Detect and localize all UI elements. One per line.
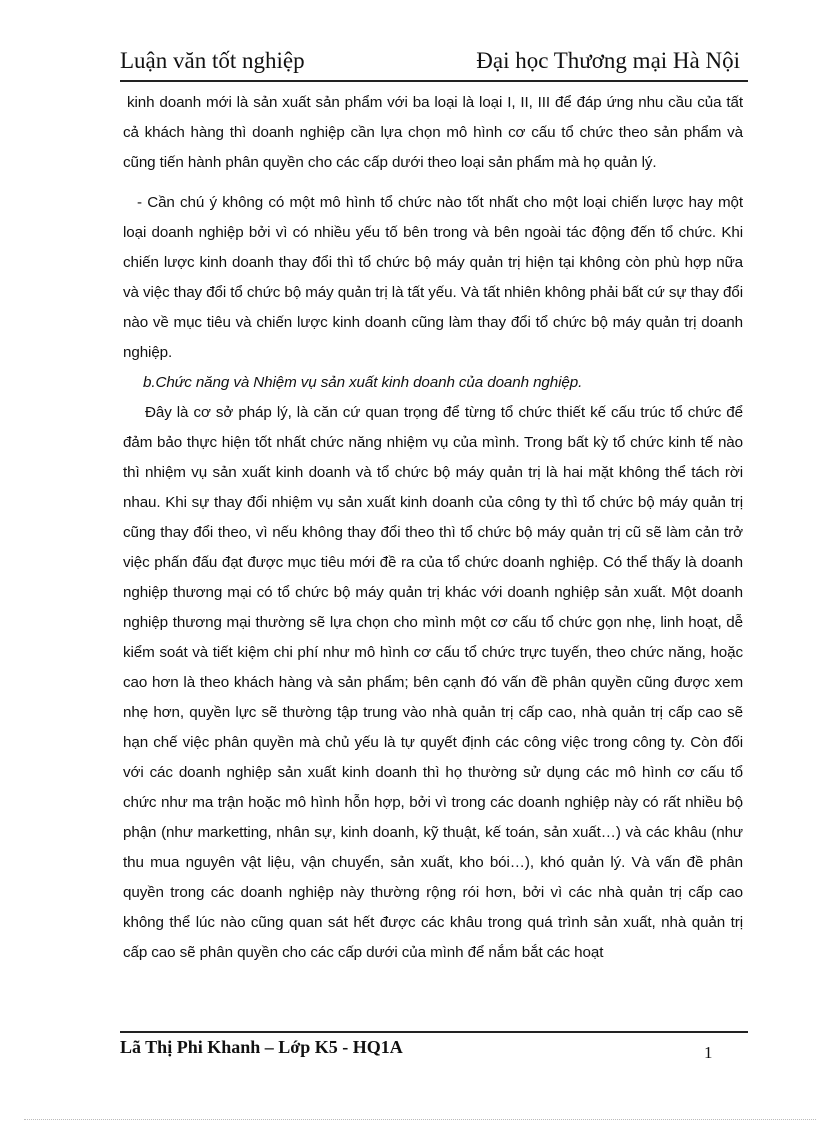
paragraph-note: - Cần chú ý không có một mô hình tổ chức nào tốt nhất cho một loại chiến lược hay một loại doanh nghiệp bởi vì có nhiều yếu tố bên trong và bên ngoài tác động đến tổ chức. Khi chiến lược kinh doanh thay đổi thì tổ chức bộ máy quản trị hiện tại không còn phù hợp nữa và việc thay đổi tổ chức bộ máy quản trị là tất yếu. Và tất nhiên không phải bất cứ sự thay đổi nào về mục tiêu và chiến lược kinh doanh cũng làm thay đổi tổ chức bộ máy quản trị doanh nghiệp. (123, 194, 743, 361)
paragraph-main: Đây là cơ sở pháp lý, là căn cứ quan trọng để từng tổ chức thiết kế cấu trúc tổ chức để đảm bảo thực hiện tốt nhất chức năng nhiệm vụ của mình. Trong bất kỳ tổ chức kinh tế nào thì nhiệm vụ sản xuất kinh doanh và tổ chức bộ máy quản trị là hai mặt không thể tách rời nhau. Khi sự thay đổi nhiệm vụ sản xuất kinh doanh của công ty thì tổ chức bộ máy quản trị cũng thay đổi theo, vì nếu không thay đổi theo thì tổ chức bộ máy quản trị cũ sẽ làm cản trở việc phấn đấu đạt được mục tiêu mới đề ra của tổ chức doanh nghiệp. Có thể thấy là doanh nghiệp thương mại có tổ chức bộ máy quản trị khác với doanh nghiệp sản xuất. Một doanh nghiệp thương mại thường sẽ lựa chọn cho mình một cơ cấu tổ chức gọn nhẹ, linh hoạt, dễ kiểm soát và tiết kiệm chi phí như mô hình cơ cấu tổ chức trực tuyến, theo chức năng, hoặc cao hơn là theo khách hàng và sản phẩm; bên cạnh đó vấn đề phân quyền cũng được xem nhẹ hơn, quyền lực sẽ thường tập trung vào nhà quản trị cấp cao, nhà quản trị cấp cao sẽ hạn chế việc phân quyền mà chủ yếu là tự quyết định các công việc trong công ty. Còn đối với các doanh nghiệp sản xuất kinh doanh thì họ thường sử dụng các mô hình cơ cấu tổ chức như ma trận hoặc mô hình hỗn hợp, bởi vì trong các doanh nghiệp này có rất nhiều bộ phận (như marketting, nhân sự, kinh doanh, kỹ thuật, kế toán, sản xuất…) và các khâu (như thu mua nguyên vật liệu, vận chuyển, sản xuất, kho bói…), khó quản lý. Và vấn đề phân quyền trong các doanh nghiệp này thường rộng rói hơn, bởi vì các nhà quản trị cấp cao không thể lúc nào cũng quan sát hết được các khâu trong quá trình sản xuất, nhà quản trị cấp cao sẽ phân quyền cho các cấp dưới của mình để nắm bắt các hoạt (123, 404, 743, 961)
page-number: 1 (704, 1043, 713, 1062)
header-thesis-label: Luận văn tốt nghiệp (120, 48, 305, 73)
page-break-line (24, 1119, 816, 1120)
header-university-name: Đại học Thương mại Hà Nội (476, 48, 740, 73)
footer-divider (120, 1031, 748, 1033)
footer-author: Lã Thị Phi Khanh – Lớp K5 - HQ1A (120, 1037, 403, 1057)
document-body (123, 88, 743, 968)
section-heading: b.Chức năng và Nhiệm vụ sản xuất kinh doanh của doanh nghiệp. (143, 374, 583, 391)
paragraph-continuation: kinh doanh mới là sản xuất sản phẩm với ba loại là loại I, II, III để đáp ứng nhu cầu của tất cả khách hàng thì doanh nghiệp cần lựa chọn mô hình cơ cấu tổ chức theo sản phẩm và cũng tiến hành phân quyền cho các cấp dưới theo loại sản phẩm mà họ quản lý. (123, 94, 743, 171)
page-header (120, 46, 748, 82)
